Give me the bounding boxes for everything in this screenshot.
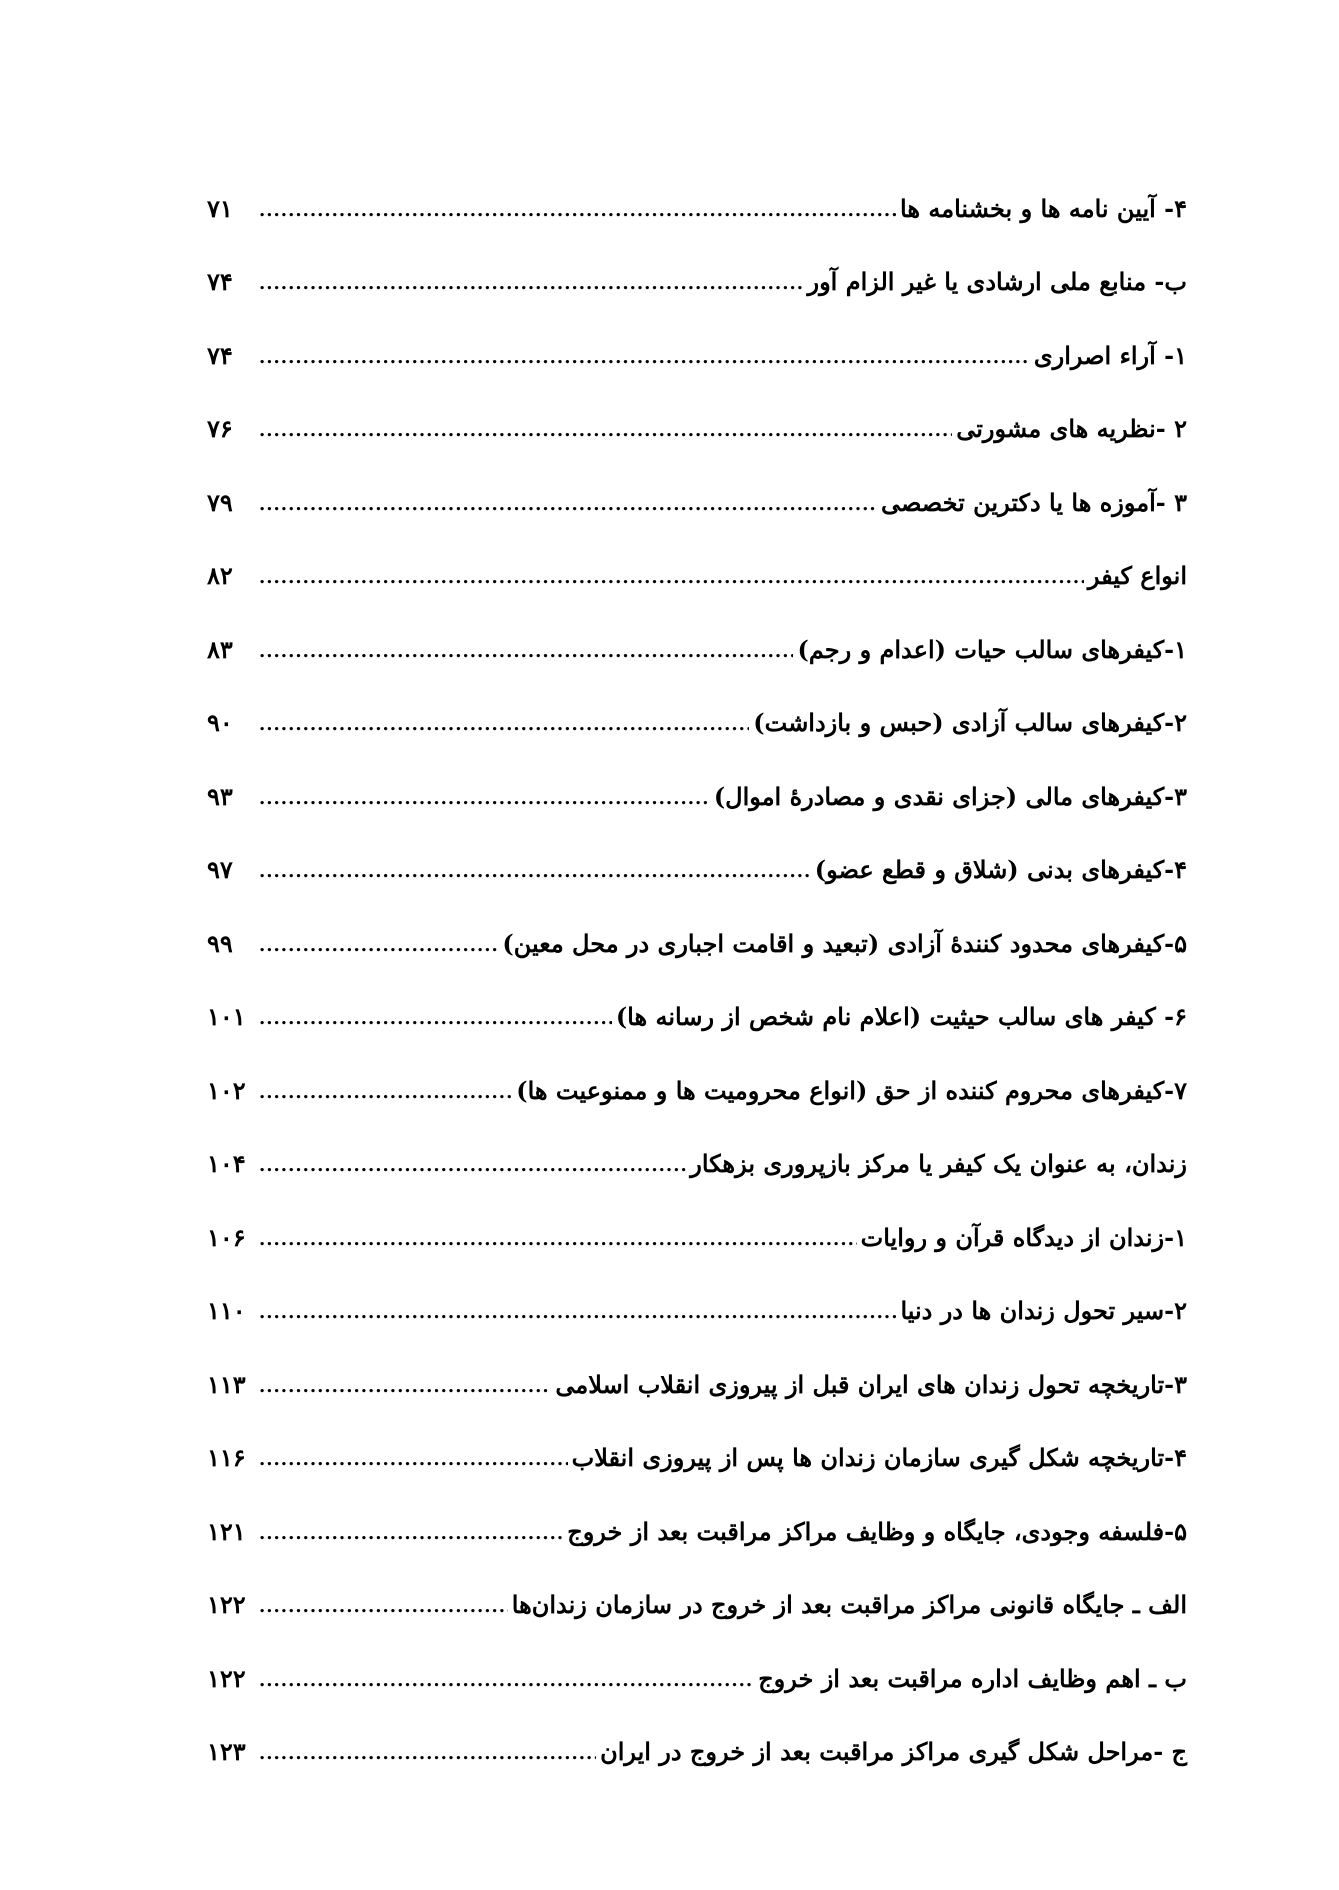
- toc-entry-page-number: ۱۰۲: [207, 1075, 246, 1105]
- toc-entry[interactable]: [207, 1422, 1187, 1496]
- toc-entry-title: ۱-زندان از دیدگاه قرآن و روایات: [860, 1222, 1187, 1252]
- dot-leader: [259, 861, 811, 883]
- toc-entry-title: ۱- آراء اصراری: [1033, 340, 1187, 370]
- toc-entry-title: ج -مراحل شکل گیری مراکز مراقبت بعد از خروج در ایران: [600, 1737, 1187, 1767]
- toc-entry[interactable]: [207, 1201, 1187, 1275]
- dot-leader: [259, 714, 749, 736]
- toc-entry-page-number: ۱۱۳: [207, 1369, 246, 1399]
- dot-leader: [259, 1670, 754, 1692]
- toc-entry[interactable]: [207, 1275, 1187, 1349]
- toc-entry-page-number: ۷۴: [207, 267, 233, 297]
- toc-entry-page-number: ۹۳: [207, 781, 233, 811]
- toc-entry-title: ۵-کیفرهای محدود کنندهٔ آزادی (تبعید و اقامت اجباری در محل معین): [502, 928, 1187, 958]
- dot-leader: [259, 347, 1030, 369]
- toc-entry-page-number: ۱۱۰: [207, 1296, 246, 1326]
- dot-leader: [259, 1082, 512, 1104]
- toc-entry[interactable]: [207, 613, 1187, 687]
- toc-entry-page-number: ۷۱: [207, 193, 233, 223]
- toc-entry-page-number: ۱۲۳: [207, 1737, 246, 1767]
- toc-entry[interactable]: [207, 687, 1187, 761]
- toc-entry-page-number: ۸۳: [207, 634, 233, 664]
- toc-entry-page-number: ۷۹: [207, 487, 233, 517]
- toc-entry-title: ۲ -نظریه های مشورتی: [956, 414, 1187, 444]
- toc-entry[interactable]: [207, 466, 1187, 540]
- toc-entry-page-number: ۱۲۲: [207, 1590, 246, 1620]
- toc-entry-page-number: ۷۴: [207, 340, 233, 370]
- toc-entry-title: ۴- آیین نامه ها و بخشنامه ها: [900, 193, 1187, 223]
- toc-entry-title: ۱-کیفرهای سالب حیات (اعدام و رجم): [797, 634, 1187, 664]
- toc-entry-title: ۳-تاریخچه تحول زندان های ایران قبل از پیروزی انقلاب اسلامی: [555, 1369, 1187, 1399]
- toc-entry[interactable]: [207, 1128, 1187, 1202]
- dot-leader: [259, 494, 877, 516]
- toc-entry-title: انواع کیفر: [1087, 561, 1187, 591]
- toc-entry[interactable]: [207, 1569, 1187, 1643]
- toc-entry[interactable]: [207, 1642, 1187, 1716]
- toc-entry-title: ب ـ اهم وظایف اداره مراقبت بعد از خروج: [758, 1663, 1187, 1693]
- toc-entry[interactable]: [207, 760, 1187, 834]
- dot-leader: [259, 1155, 686, 1177]
- toc-entry-page-number: ۱۱۶: [207, 1443, 246, 1473]
- toc-entry-title: ۷-کیفرهای محروم کننده از حق (انواع محرومیت ها و ممنوعیت ها): [516, 1075, 1187, 1105]
- dot-leader: [259, 1008, 612, 1030]
- toc-entry[interactable]: [207, 540, 1187, 614]
- toc-entry-page-number: ۸۲: [207, 561, 233, 591]
- toc-entry-page-number: ۹۷: [207, 855, 233, 885]
- toc-entry[interactable]: [207, 1716, 1187, 1790]
- toc-entry-title: ب- منابع ملی ارشادی یا غیر الزام آور: [807, 267, 1187, 297]
- toc-entry-page-number: ۱۰۱: [207, 1002, 246, 1032]
- toc-entry[interactable]: [207, 319, 1187, 393]
- toc-entry-title: ۴-کیفرهای بدنی (شلاق و قطع عضو): [814, 855, 1187, 885]
- toc-entry[interactable]: [207, 1495, 1187, 1569]
- dot-leader: [259, 567, 1084, 589]
- dot-leader: [259, 935, 498, 957]
- toc-entry-page-number: ۷۶: [207, 414, 233, 444]
- toc-entry-page-number: ۱۲۱: [207, 1516, 246, 1546]
- dot-leader: [259, 1743, 596, 1765]
- dot-leader: [259, 200, 896, 222]
- toc-entry-title: ۲-سیر تحول زندان ها در دنیا: [900, 1296, 1187, 1326]
- toc-entry-page-number: ۱۰۶: [207, 1222, 246, 1252]
- toc-entry[interactable]: [207, 834, 1187, 908]
- toc-entry-page-number: ۹۹: [207, 928, 233, 958]
- toc-entry-page-number: ۱۲۲: [207, 1663, 246, 1693]
- dot-leader: [259, 1523, 563, 1545]
- toc-entry[interactable]: [207, 172, 1187, 246]
- toc-entry-title: ۶- کیفر های سالب حیثیت (اعلام نام شخص از رسانه ها): [615, 1002, 1187, 1032]
- toc-entry-page-number: ۱۰۴: [207, 1149, 246, 1179]
- toc-entry[interactable]: [207, 246, 1187, 320]
- dot-leader: [259, 1596, 508, 1618]
- toc-entry[interactable]: [207, 1348, 1187, 1422]
- toc-entry[interactable]: [207, 907, 1187, 981]
- toc-entry-title: ۴-تاریخچه شکل گیری سازمان زندان ها پس از پیروزی انقلاب: [571, 1443, 1187, 1473]
- toc-entry-title: زندان، به عنوان یک کیفر یا مرکز بازپروری بزهکار: [690, 1149, 1187, 1179]
- toc-entry[interactable]: [207, 1054, 1187, 1128]
- dot-leader: [259, 1302, 896, 1324]
- toc-entry-title: الف ـ جایگاه قانونی مراکز مراقبت بعد از خروج در سازمان زندان‌ها: [511, 1590, 1187, 1620]
- dot-leader: [259, 420, 952, 442]
- toc-entry-title: ۳ -آموزه ها یا دکترین تخصصی: [880, 487, 1187, 517]
- dot-leader: [259, 1376, 551, 1398]
- dot-leader: [259, 1449, 568, 1471]
- dot-leader: [259, 1229, 857, 1251]
- toc-entry[interactable]: [207, 393, 1187, 467]
- toc-entry-title: ۳-کیفرهای مالی (جزای نقدی و مصادرهٔ اموال): [713, 781, 1187, 811]
- toc-entry-title: ۵-فلسفه وجودی، جایگاه و وظایف مراکز مراقبت بعد از خروج: [567, 1516, 1187, 1546]
- dot-leader: [259, 788, 710, 810]
- toc-entry-title: ۲-کیفرهای سالب آزادی (حبس و بازداشت): [753, 708, 1187, 738]
- dot-leader: [259, 641, 793, 663]
- toc-entry-page-number: ۹۰: [207, 708, 233, 738]
- toc-entry[interactable]: [207, 981, 1187, 1055]
- dot-leader: [259, 273, 804, 295]
- table-of-contents: [207, 172, 1187, 1789]
